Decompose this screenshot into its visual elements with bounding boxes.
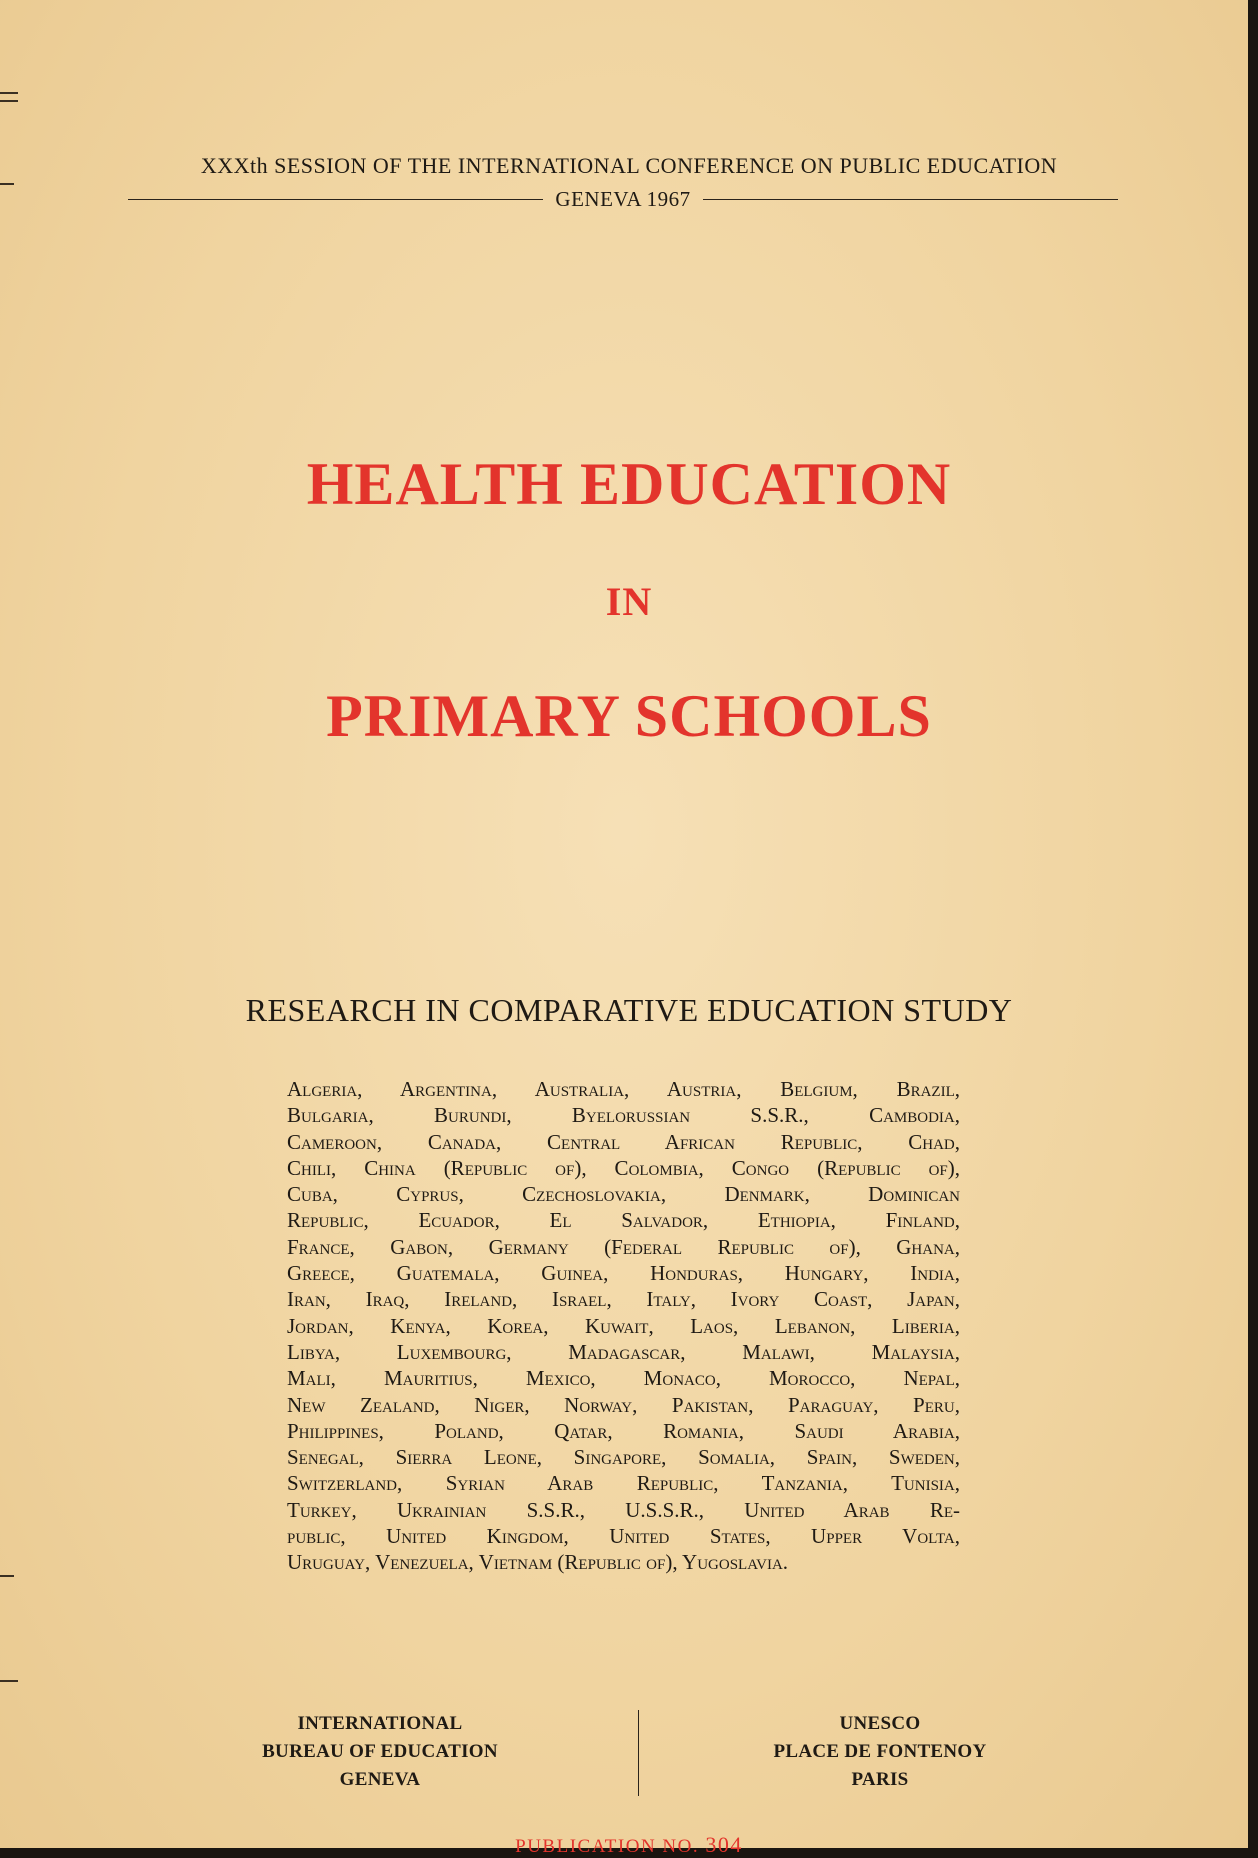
title-line-3: PRIMARY SCHOOLS <box>326 683 932 749</box>
edge-mark <box>0 1575 14 1577</box>
country-list <box>287 1076 960 1576</box>
publisher-unesco-line: PLACE DE FONTENOY <box>773 1741 987 1762</box>
country-line: Cuba, Cyprus, Czechoslovakia, Denmark, Dominican <box>287 1182 960 1207</box>
header-rule-left <box>128 199 543 200</box>
publication-number <box>0 1832 1258 1858</box>
country-line: Republic, Ecuador, El Salvador, Ethiopia, Finland, <box>287 1208 960 1233</box>
country-line: Philippines, Poland, Qatar, Romania, Saudi Arabia, <box>287 1418 960 1443</box>
title-line-2: IN <box>605 579 653 624</box>
country-line: Greece, Guatemala, Guinea, Honduras, Hungary, India, <box>287 1261 960 1286</box>
publisher-ibe <box>240 1710 520 1794</box>
conference-location: GENEVA 1967 <box>555 187 691 211</box>
country-line: Iran, Iraq, Ireland, Israel, Italy, Ivory Coast, Japan, <box>287 1287 960 1312</box>
publisher-ibe-line: BUREAU OF EDUCATION <box>262 1741 498 1762</box>
country-line: Algeria, Argentina, Australia, Austria, Belgium, Brazil, <box>287 1077 960 1101</box>
study-title: RESEARCH IN COMPARATIVE EDUCATION STUDY <box>245 992 1013 1028</box>
edge-mark <box>0 183 14 185</box>
conference-header <box>0 153 1258 211</box>
conference-session: XXXth SESSION OF THE INTERNATIONAL CONFERENCE ON PUBLIC EDUCATION <box>200 153 1058 178</box>
country-line: Uruguay, Venezuela, Vietnam (Republic of), Yugoslavia. <box>287 1550 789 1575</box>
publication-label: PUBLICATION NO. <box>515 1836 700 1857</box>
publisher-unesco-line: PARIS <box>851 1769 909 1790</box>
country-line: Mali, Mauritius, Mexico, Monaco, Morocco, Nepal, <box>287 1366 960 1391</box>
country-line: Switzerland, Syrian Arab Republic, Tanzania, Tunisia, <box>287 1471 960 1496</box>
edge-mark <box>0 1680 18 1682</box>
header-rule-right <box>703 199 1118 200</box>
title-line-1: HEALTH EDUCATION <box>306 451 952 517</box>
publication-number-value: 304 <box>705 1832 743 1857</box>
publisher-ibe-line: INTERNATIONAL <box>297 1713 463 1734</box>
publisher-unesco <box>750 1710 1010 1794</box>
publisher-unesco-line: UNESCO <box>839 1713 921 1734</box>
country-line: Senegal, Sierra Leone, Singapore, Somalia, Spain, Sweden, <box>287 1445 960 1470</box>
country-line: France, Gabon, Germany (Federal Republic of), Ghana, <box>287 1234 960 1259</box>
country-line: Cameroon, Canada, Central African Republic, Chad, <box>287 1129 960 1154</box>
country-line: Bulgaria, Burundi, Byelorussian S.S.R., Cambodia, <box>287 1103 960 1128</box>
country-line: New Zealand, Niger, Norway, Pakistan, Paraguay, Peru, <box>287 1392 960 1417</box>
edge-mark <box>0 92 18 94</box>
publisher-ibe-line: GENEVA <box>339 1769 421 1790</box>
country-line: public, United Kingdom, United States, Upper Volta, <box>287 1524 960 1549</box>
country-line: Chili, China (Republic of), Colombia, Congo (Republic of), <box>287 1155 960 1180</box>
country-line: Turkey, Ukrainian S.S.R., U.S.S.R., United Arab Re- <box>287 1497 960 1522</box>
edge-mark <box>0 100 18 102</box>
publisher-divider <box>638 1710 639 1796</box>
country-line: Jordan, Kenya, Korea, Kuwait, Laos, Lebanon, Liberia, <box>287 1313 960 1338</box>
conference-location-row <box>128 187 1118 212</box>
country-line: Libya, Luxembourg, Madagascar, Malawi, Malaysia, <box>287 1339 960 1364</box>
